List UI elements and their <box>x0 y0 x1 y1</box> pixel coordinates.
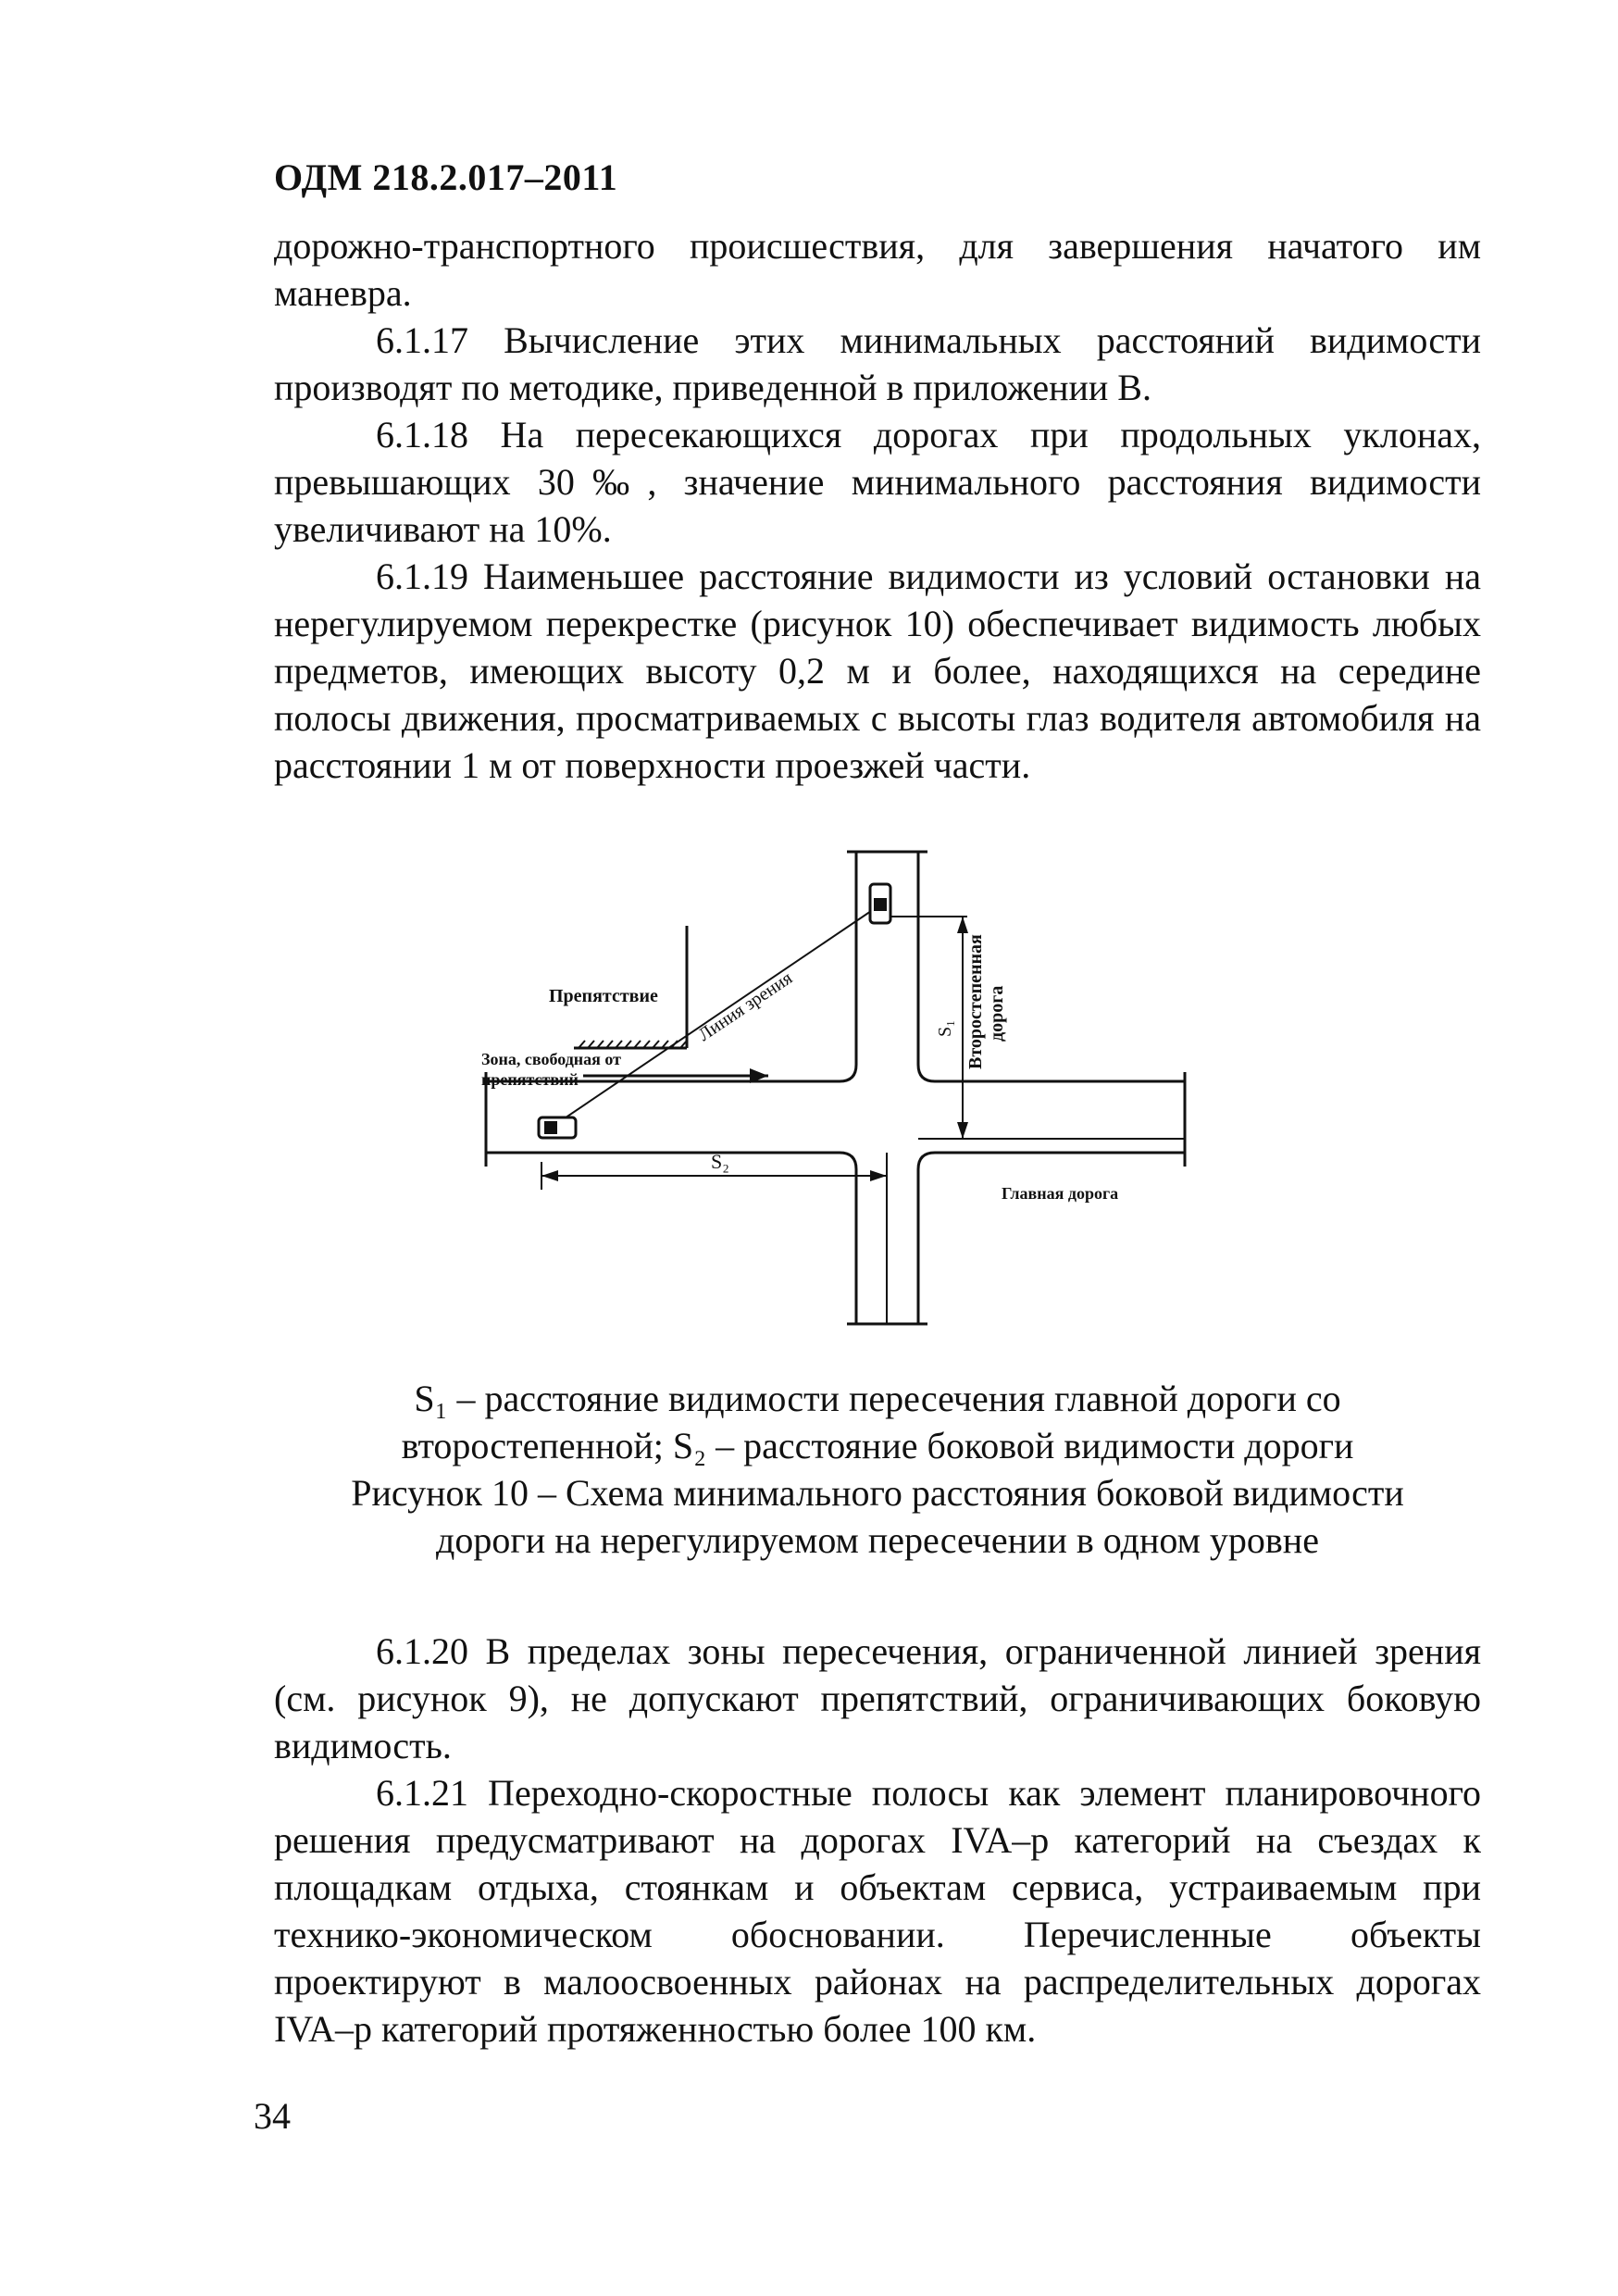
obstacle-label: Препятствие <box>549 986 658 1006</box>
paragraph-6-1-19: 6.1.19 Наименьшее расстояние видимости из условий остановки на нерегулируемом перекрестке (рисунок 10) обеспечивает видимость любых предметов, имеющих высоту 0,2 м и более, находящихся на середине полосы движения, просматриваемых с высоты глаз водителя автомобиля на расстоянии 1 м от поверхности проезжей части. <box>274 555 1481 786</box>
document-code-header: ОДМ 218.2.017–2011 <box>274 156 618 198</box>
intersection-diagram <box>463 833 1203 1352</box>
caption-line: второстепенной; S₂ – расстояние боковой видимости дороги <box>401 1425 1354 1466</box>
free-zone-label-line2: препятствий <box>481 1070 579 1089</box>
line-of-sight-label: Линия зрения <box>694 967 797 1046</box>
main-road-bottom-edge-right <box>918 1153 1185 1324</box>
paragraph-6-1-21: 6.1.21 Переходно-скоростные полосы как элемент планировочного решения предусматривают на дорогах IVA–р категорий на съездах к площадкам отдыха, стоянкам и объектам сервиса, устраиваемым при технико-экономическом обосновании. Перечисленные объекты проектируют в малоосвоенных районах на распределительных дорогах IVA–р категорий протяженностью более 100 км. <box>274 1772 1481 2050</box>
paragraph-6-1-20: 6.1.20 В пределах зоны пересечения, ограниченной линией зрения (см. рисунок 9), не допускают препятствий, ограничивающих боковую видимость. <box>274 1630 1481 1766</box>
intersection-svg <box>463 833 1203 1352</box>
s1-label: S₁ <box>935 1019 955 1037</box>
caption-line: S₁ – расстояние видимости пересечения главной дороги со <box>414 1378 1341 1419</box>
secondary-road-label-line1: Второстепенная <box>965 934 986 1069</box>
car-secondary-road <box>870 884 890 923</box>
main-road-label: Главная дорога <box>1002 1184 1119 1203</box>
car-main-road <box>539 1117 576 1138</box>
paragraph-6-1-18: 6.1.18 На пересекающихся дорогах при продольных уклонах, превышающих 30‰, значение минимального расстояния видимости увеличивают на 10%. <box>274 414 1481 550</box>
text-block-top <box>274 222 1481 789</box>
text-block-bottom <box>274 1628 1481 2053</box>
caption-figure-title: дороги на нерегулируемом пересечении в одном уровне <box>436 1519 1319 1561</box>
secondary-road-label-line2: дорога <box>987 985 1007 1042</box>
figure-caption <box>274 1375 1481 1564</box>
s2-label: S₂ <box>711 1150 729 1173</box>
secondary-road-right-edge-top <box>918 852 1185 1081</box>
paragraph: дорожно-транспортного происшествия, для завершения начатого им маневра. <box>274 225 1481 314</box>
paragraph-6-1-17: 6.1.17 Вычисление этих минимальных расстояний видимости производят по методике, приведенной в приложении В. <box>274 319 1481 408</box>
page-number: 34 <box>254 2095 291 2137</box>
caption-figure-title: Рисунок 10 – Схема минимального расстояния боковой видимости <box>351 1472 1404 1514</box>
free-zone-label-line1: Зона, свободная от <box>481 1050 622 1068</box>
